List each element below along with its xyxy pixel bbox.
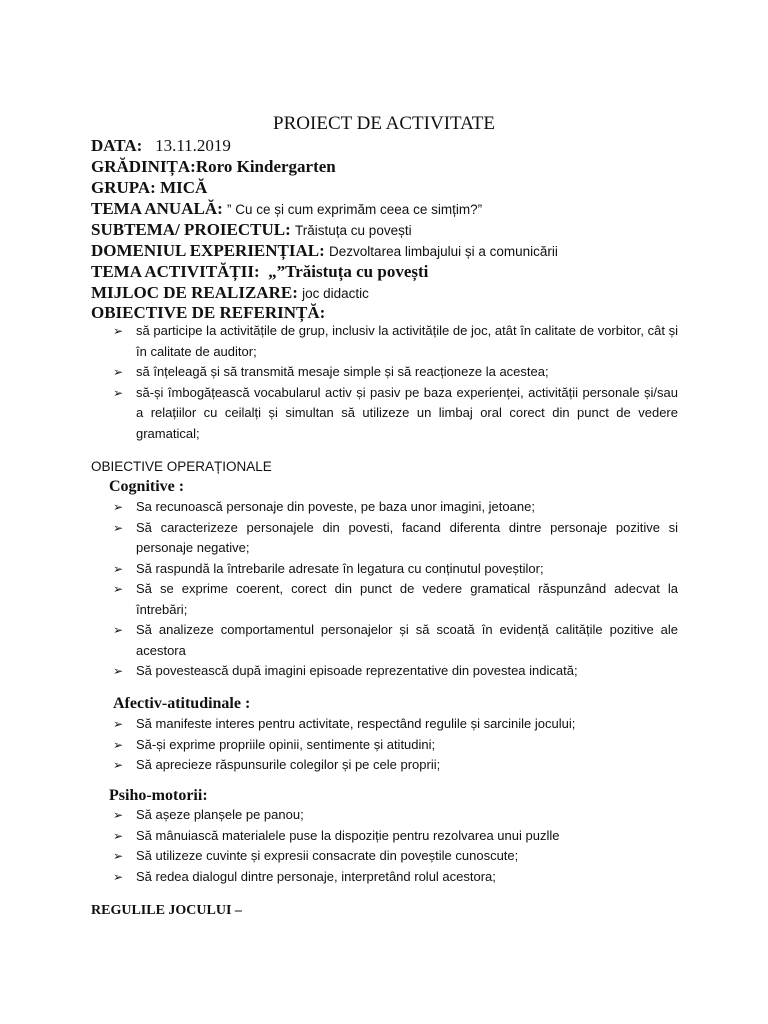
list-item: ➢ Să aprecieze răspunsurile colegilor și pe cele proprii; — [113, 755, 678, 776]
grupa-label: GRUPA: — [91, 178, 156, 197]
obiective-referinta-list — [113, 321, 678, 444]
mijloc-label: MIJLOC DE REALIZARE: — [91, 283, 298, 302]
gradinita-line — [91, 157, 336, 177]
domeniul-value: Dezvoltarea limbajului și a comunicării — [329, 244, 558, 259]
list-item: ➢ Să redea dialogul dintre personaje, interpretând rolul acestora; — [113, 867, 678, 888]
tema-anuala-label: TEMA ANUALĂ: — [91, 199, 223, 218]
list-item: ➢ Să mânuiască materialele puse la dispoziție pentru rezolvarea unui puzlle — [113, 826, 678, 847]
list-item: ➢ să-și îmbogățească vocabularul activ și pasiv pe baza experienței, activității personale și/sau a relațiilor cu ceilalți și simultan să utilizeze un limbaj oral corect din punct de vedere gramatical; — [113, 383, 678, 445]
subtema-line — [91, 220, 412, 241]
list-item: ➢ Să utilizeze cuvinte și expresii consacrate din poveștile cunoscute; — [113, 846, 678, 867]
obiective-referinta-heading: OBIECTIVE DE REFERINȚĂ: — [91, 303, 326, 322]
list-item: ➢ Să așeze planșele pe panou; — [113, 805, 678, 826]
mijloc-line — [91, 283, 369, 304]
list-item: ➢ Să se exprime coerent, corect din punct de vedere gramatical răspunzând adecvat la întrebări; — [113, 579, 678, 620]
grupa-value: MICĂ — [160, 178, 208, 197]
obiective-operationale-heading: OBIECTIVE OPERAȚIONALE — [91, 459, 272, 474]
date-label: DATA: — [91, 136, 143, 155]
tema-anuala-value: ” Cu ce și cum exprimăm ceea ce simțim?” — [227, 202, 483, 217]
regulile-jocului-heading: REGULILE JOCULUI – — [91, 903, 242, 918]
tema-anuala-line — [91, 199, 482, 220]
list-item: ➢ să participe la activitățile de grup, inclusiv la activitățile de joc, atât în calitate de vorbitor, cât și în calitate de auditor; — [113, 321, 678, 362]
date-value: 13.11.2019 — [155, 136, 231, 155]
date-line — [91, 136, 231, 156]
tema-activitatii-line — [91, 262, 428, 282]
gradinita-value: Roro Kindergarten — [195, 157, 336, 176]
list-item: ➢ să înțeleagă și să transmită mesaje simple și să reacționeze la acestea; — [113, 362, 678, 383]
list-item: ➢ Sa recunoască personaje din poveste, pe baza unor imagini, jetoane; — [113, 497, 678, 518]
psiho-list — [113, 805, 678, 887]
grupa-line — [91, 178, 207, 198]
document-title: PROIECT DE ACTIVITATE — [273, 113, 495, 134]
subtema-label: SUBTEMA/ PROIECTUL: — [91, 220, 291, 239]
list-item: ➢ Să manifeste interes pentru activitate, respectând regulile și sarcinile jocului; — [113, 714, 678, 735]
list-item: ➢ Să raspundă la întrebarile adresate în legatura cu conținutul poveștilor; — [113, 559, 678, 580]
psiho-heading: Psiho-motorii: — [109, 787, 208, 804]
subtema-value: Trăistuța cu povești — [295, 223, 412, 238]
list-item: ➢ Să caracterizeze personajele din povesti, facand diferenta dintre personaje pozitive si personaje negative; — [113, 518, 678, 559]
afectiv-heading: Afectiv-atitudinale : — [113, 695, 251, 712]
list-item: ➢ Să-și exprime propriile opinii, sentimente și atitudini; — [113, 735, 678, 756]
list-item: ➢ Să analizeze comportamentul personajelor și să scoată în evidență calitățile pozitive ale acestora — [113, 620, 678, 661]
gradinita-label: GRĂDINIȚA: — [91, 157, 196, 176]
tema-activitatii-label: TEMA ACTIVITĂȚII: — [91, 262, 260, 281]
domeniul-line — [91, 241, 558, 262]
domeniul-label: DOMENIUL EXPERIENȚIAL: — [91, 241, 325, 260]
list-item: ➢ Să povestească după imagini episoade reprezentative din povestea indicată; — [113, 661, 678, 682]
mijloc-value: joc didactic — [302, 286, 369, 301]
cognitive-list — [113, 497, 678, 682]
tema-activitatii-value: „”Trăistuța cu povești — [268, 262, 429, 281]
afectiv-list — [113, 714, 678, 776]
cognitive-heading: Cognitive : — [109, 478, 185, 495]
